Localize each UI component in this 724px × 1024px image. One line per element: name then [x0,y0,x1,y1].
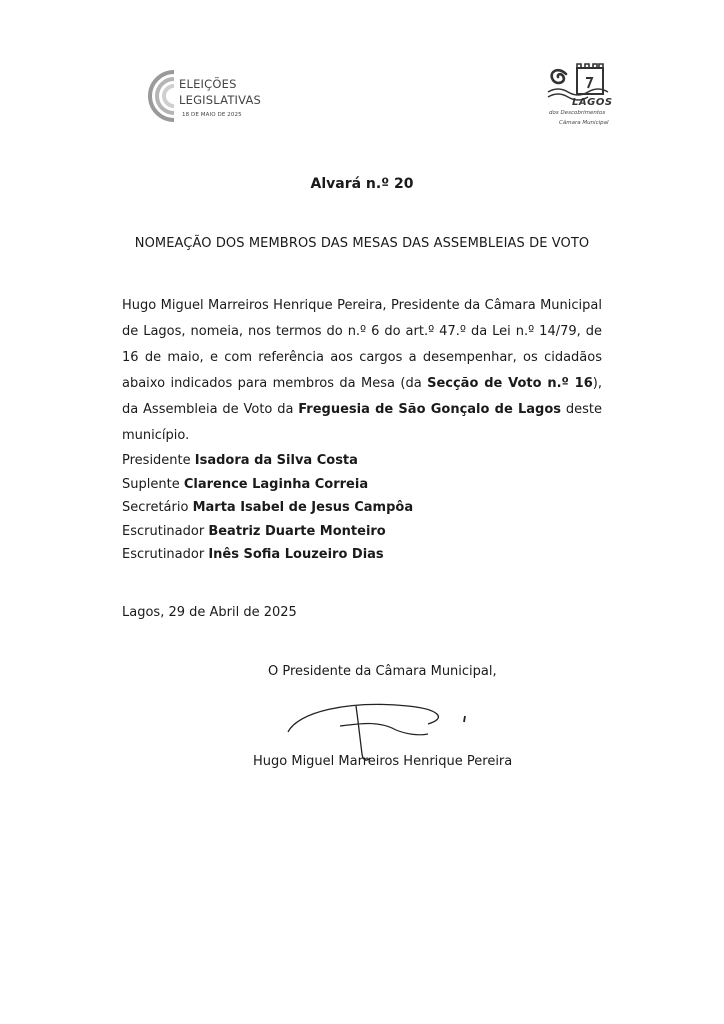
member-name: Inês Sofia Louzeiro Dias [208,547,384,562]
body-text-part: deste município. [122,402,602,443]
elections-logo [142,66,282,126]
member-row [122,473,413,497]
nomination-paragraph [122,293,602,449]
logo-lagos-tagline: dos Descobrimentos [549,110,606,116]
member-role: Suplente [122,476,180,492]
voting-section-label: Secção de Voto n.º 16 [427,376,593,391]
body-text-part: Hugo Miguel Marreiros Henrique Pereira, Presidente da Câmara Municipal de Lagos, nomeia, nos termos do n.º 6 do art.º 47.º da Lei n.º 14/79, de 16 de maio, e com referência aos cargos a desempenhar, os cidadãos abaixo indicados para membros da Mesa (da [122,298,602,391]
document-title: Alvará n.º 20 [310,176,414,192]
member-row [122,520,413,544]
member-name: Clarence Laginha Correia [183,476,369,492]
member-row [122,449,413,473]
lagos-emblem-icon [544,62,634,102]
members-list [122,449,413,567]
member-role: Secretário [122,500,189,515]
member-role: Presidente [122,453,191,468]
logo-line-legislative: LEGISLATIVAS [179,93,262,107]
member-name: Marta Isabel de Jesus Campôa [192,500,414,515]
lagos-logo [544,62,634,144]
member-row [122,543,413,567]
elections-arc-icon [142,66,182,126]
body-text-part: ), da Assembleia de Voto da [122,376,602,417]
logo-lagos-name: LAGOS [572,97,613,108]
member-role: Escrutinador [122,547,205,562]
logo-line-elections: ELEIÇÕES [179,77,237,91]
document-subtitle: NOMEAÇÃO DOS MEMBROS DAS MESAS DAS ASSEMBLEIAS DE VOTO [134,236,590,251]
parish-label: Freguesia de São Gonçalo de Lagos [298,402,562,417]
member-row [122,496,413,520]
member-name: Isadora da Silva Costa [194,453,358,468]
member-role: Escrutinador [122,523,205,539]
signature-title: O Presidente da Câmara Municipal, [268,664,497,679]
member-name: Beatriz Duarte Monteiro [208,523,386,539]
logo-lagos-entity: Câmara Municipal [559,120,609,126]
logo-line-date: 18 DE MAIO DE 2025 [182,112,242,118]
date-line: Lagos, 29 de Abril de 2025 [122,605,297,620]
signer-name: Hugo Miguel Marreiros Henrique Pereira [253,754,513,769]
